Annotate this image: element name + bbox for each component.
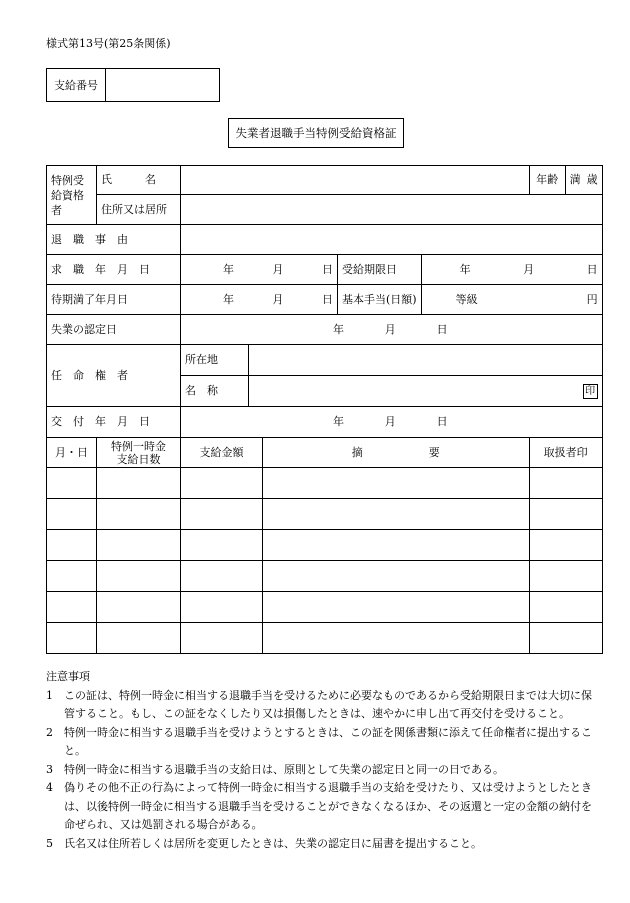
history-cell-days[interactable]	[97, 561, 181, 592]
history-cell-date[interactable]	[47, 468, 97, 499]
main-form-table	[46, 165, 603, 654]
history-cell-date[interactable]	[47, 499, 97, 530]
history-cell-seal[interactable]	[529, 592, 602, 623]
history-col-amount: 支給金額	[181, 438, 263, 468]
table-row	[47, 623, 603, 654]
meisho-label: 名 称	[181, 376, 249, 407]
history-cell-days[interactable]	[97, 623, 181, 654]
note-text: この証は、特例一時金に相当する退職手当を受けるために必要なものであるから受給期限日までは大切に保管すること。もし、この証をなくしたり又は損傷したときは、速やかに申し出て再交付を受けること。	[64, 688, 592, 720]
note-number: 1	[46, 688, 53, 702]
history-cell-amount[interactable]	[181, 530, 263, 561]
history-cell-amount[interactable]	[181, 592, 263, 623]
history-cell-date[interactable]	[47, 623, 97, 654]
history-cell-amount[interactable]	[181, 499, 263, 530]
shimei-label: 氏 名	[97, 166, 181, 195]
history-col-seal: 取扱者印	[529, 438, 602, 468]
note-number: 4	[46, 781, 53, 794]
history-cell-seal[interactable]	[529, 530, 602, 561]
history-cell-seal[interactable]	[529, 468, 602, 499]
history-cell-date[interactable]	[47, 592, 97, 623]
history-cell-seal[interactable]	[529, 499, 602, 530]
tokyu-label: 等級	[455, 292, 478, 306]
nen-label: 年	[223, 292, 234, 306]
taiki-date-field[interactable]	[181, 285, 338, 315]
man-label: 満	[569, 173, 581, 187]
nintei-bi-label: 失業の認定日	[47, 315, 181, 345]
nen-label: 年	[223, 262, 234, 276]
hi-label: 日	[436, 322, 448, 336]
note-text: 特例一時金に相当する退職手当の支給日は、原則として失業の認定日と同一の日である。	[64, 762, 504, 776]
note-number: 5	[46, 836, 53, 850]
jukyu-kigenbi-field[interactable]	[421, 255, 602, 285]
note-item	[46, 724, 594, 761]
jusho-field[interactable]	[181, 195, 603, 225]
tokurei-label: 特例受給資格者	[47, 166, 97, 225]
shikyu-bangou-table	[46, 68, 220, 102]
notes-section	[46, 668, 594, 853]
table-row	[47, 561, 603, 592]
table-row	[47, 592, 603, 623]
note-item	[46, 687, 594, 724]
history-cell-days[interactable]	[97, 592, 181, 623]
note-text: 氏名又は住所若しくは居所を変更したときは、失業の認定日に届書を提出すること。	[64, 836, 482, 850]
history-cell-amount[interactable]	[181, 468, 263, 499]
history-col-remarks: 摘 要	[263, 438, 530, 468]
hi-label: 日	[586, 262, 598, 276]
note-text: 特例一時金に相当する退職手当を受けようとするときは、この証を関係書類に添えて任命権者に提出すること。	[64, 725, 592, 757]
shozaichi-label: 所在地	[181, 345, 249, 376]
history-cell-date[interactable]	[47, 530, 97, 561]
kyushoku-date-label: 求 職 年 月 日	[47, 255, 181, 285]
history-cell-remarks[interactable]	[263, 561, 530, 592]
kihon-teate-label: 基本手当(日額)	[338, 285, 422, 315]
shimei-field[interactable]	[181, 166, 530, 195]
history-cell-days[interactable]	[97, 499, 181, 530]
sai-label: 歳	[586, 173, 598, 187]
note-item	[46, 779, 594, 835]
tsuki-label: 月	[384, 322, 396, 336]
ninmei-kenja-label: 任 命 権 者	[47, 345, 181, 407]
history-cell-amount[interactable]	[181, 623, 263, 654]
history-cell-remarks[interactable]	[263, 592, 530, 623]
shikyu-bangou-field[interactable]	[106, 69, 220, 102]
nen-label: 年	[333, 322, 344, 336]
nen-label: 年	[333, 415, 344, 429]
history-cell-amount[interactable]	[181, 561, 263, 592]
taishoku-jiyu-label: 退 職 事 由	[47, 225, 181, 255]
history-cell-remarks[interactable]	[263, 499, 530, 530]
tsuki-label: 月	[272, 292, 284, 306]
tsuki-label: 月	[523, 262, 535, 276]
notes-list	[46, 687, 594, 854]
meisho-field[interactable]	[249, 376, 603, 407]
jusho-label: 住所又は居所	[97, 195, 181, 225]
history-body	[47, 468, 603, 654]
history-col-date: 月・日	[47, 438, 97, 468]
age-field[interactable]	[565, 166, 602, 195]
table-row	[47, 499, 603, 530]
note-item	[46, 761, 594, 780]
kyushoku-date-field[interactable]	[181, 255, 338, 285]
history-cell-remarks[interactable]	[263, 623, 530, 654]
note-number: 3	[46, 762, 53, 776]
note-number: 2	[46, 725, 53, 739]
history-cell-days[interactable]	[97, 468, 181, 499]
kihon-teate-field[interactable]	[421, 285, 602, 315]
note-text: 偽りその他不正の行為によって特例一時金に相当する退職手当の支給を受けたり、又は受けようとしたときは、以後特例一時金に相当する退職手当を受けることができなくなるほか、その返還と一定の金額の納付を命ぜられ、又は処罰される場合がある。	[64, 781, 592, 831]
history-cell-seal[interactable]	[529, 561, 602, 592]
tsuki-label: 月	[272, 262, 284, 276]
history-cell-days[interactable]	[97, 530, 181, 561]
nintei-bi-field[interactable]	[181, 315, 603, 345]
history-col-days: 特例一時金 支給日数	[97, 438, 181, 468]
nenrei-label: 年齢	[529, 166, 565, 195]
nen-label: 年	[459, 262, 471, 276]
hi-label: 日	[436, 415, 448, 429]
hi-label: 日	[322, 292, 333, 306]
history-cell-remarks[interactable]	[263, 468, 530, 499]
kofu-date-label: 交 付 年 月 日	[47, 407, 181, 438]
shozaichi-field[interactable]	[249, 345, 603, 376]
history-cell-remarks[interactable]	[263, 530, 530, 561]
en-label: 円	[586, 292, 598, 306]
shikyu-bangou-label: 支給番号	[47, 69, 106, 102]
history-cell-date[interactable]	[47, 561, 97, 592]
table-row	[47, 530, 603, 561]
seal-mark: 印	[583, 384, 598, 399]
history-cell-seal[interactable]	[529, 623, 602, 654]
note-item	[46, 835, 594, 854]
kofu-date-field[interactable]	[181, 407, 603, 438]
notes-title: 注意事項	[46, 670, 90, 683]
table-row	[47, 468, 603, 499]
tsuki-label: 月	[384, 415, 396, 429]
taishoku-jiyu-field[interactable]	[181, 225, 603, 255]
jukyu-kigenbi-label: 受給期限日	[338, 255, 422, 285]
hi-label: 日	[322, 262, 333, 276]
page-title: 失業者退職手当特例受給資格証	[228, 118, 404, 148]
taiki-date-label: 待期満了年月日	[47, 285, 181, 315]
form-number: 様式第13号(第25条関係)	[46, 37, 171, 50]
